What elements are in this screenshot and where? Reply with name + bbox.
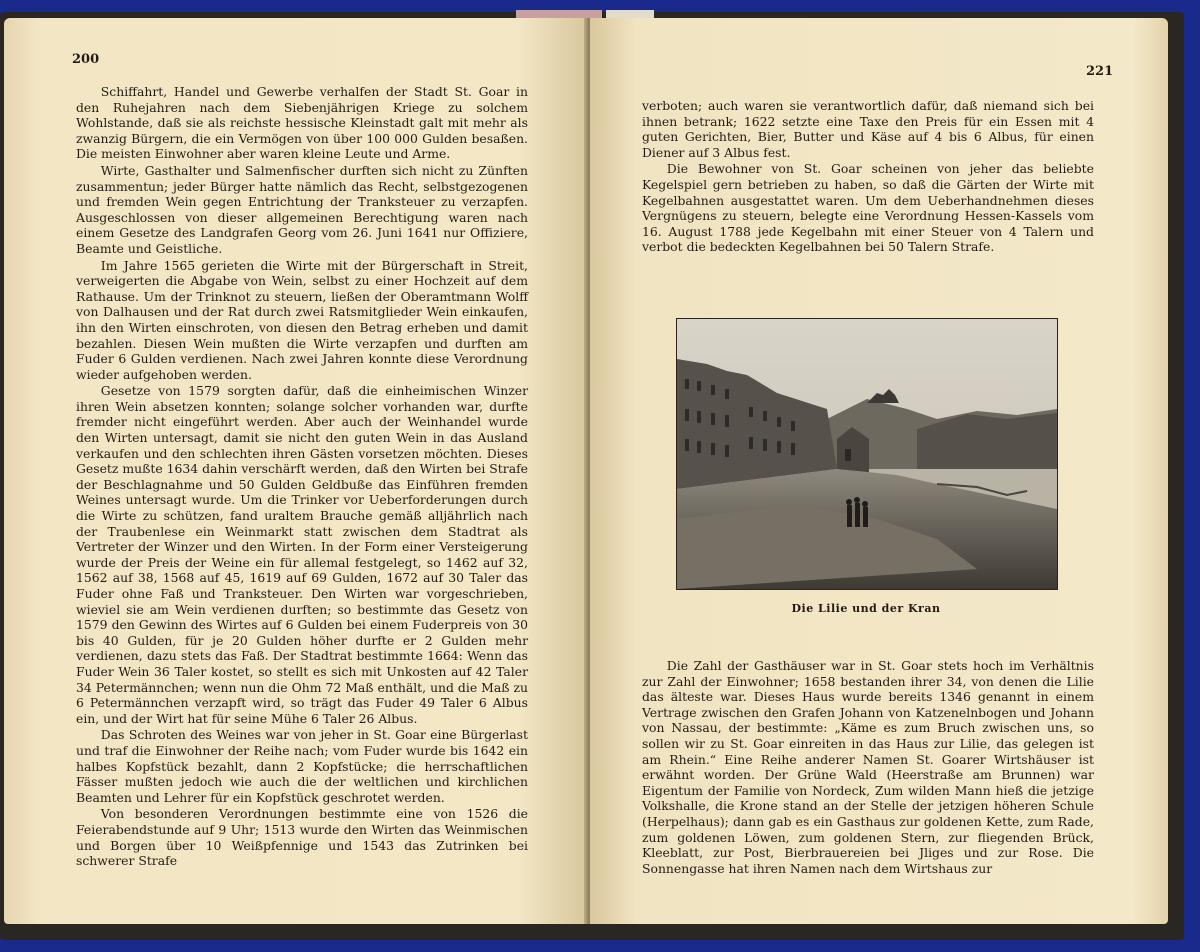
- engraving-image: [677, 319, 1057, 589]
- paragraph: Die Bewohner von St. Goar scheinen von jeher das beliebte Kegelspiel gern betrieben zu haben, so daß die Gärten der Wirte mit Kegelbahnen ausgestattet waren. Um dem Ueberhandnehmen dieses Vergnügens zu steuern, belegte eine Verordnung Hessen-Kassels vom 16. August 1788 jede Kegelbahn mit einer Steuer von 4 Talern und verbot die bedeckten Kegelbahnen bei 50 Talern Strafe.: [642, 161, 1094, 255]
- paragraph: Die Zahl der Gasthäuser war in St. Goar stets hoch im Verhältnis zur Zahl der Einwohner; 1658 bestanden ihrer 34, von denen die Lilie das älteste war. Dieses Haus wurde bereits 1346 genannt in einem Vertrage zwischen den Grafen Johann von Katzenelnbogen und Johann von Nassau, der bestimmte: „Käme es zum Bruch zwischen uns, so sollen wir zu St. Goar einreiten in das Haus zur Lilie, das gelegen ist am Rhein.“ Eine Reihe anderer Namen St. Goarer Wirtshäuser ist erwähnt worden. Der Grüne Wald (Heerstraße am Brunnen) war Eigentum der Familie von Nordeck, Zum wilden Mann hieß die jetzige Volkshalle, die Krone stand an der Stelle der jetzigen höheren Schule (Herpelhaus); dann gab es ein Gasthaus zur goldenen Kette, zum Rade, zum goldenen Löwen, zum goldenen Stern, zur fliegenden Brück, Kleeblatt, zur Post, Bierbrauereien bei Jliges und zur Rose. Die Sonnengasse hat ihren Namen nach dem Wirtshaus zur: [642, 658, 1094, 876]
- right-page-text-top: [642, 98, 1094, 255]
- left-page: [4, 18, 588, 924]
- paragraph: Das Schroten des Weines war von jeher in St. Goar eine Bürgerlast und traf die Einwohner der Reihe nach; vom Fuder wurde bis 1642 ein halbes Kopfstück bezahlt, dann 2 Kopfstücke; die herrschaftlichen Fässer mußten jedoch wie auch die der weltlichen und kirchlichen Beamten und Lehrer für ein Kopfstück geschrotet werden.: [76, 727, 528, 805]
- right-page: [590, 18, 1168, 924]
- illustration-caption: Die Lilie und der Kran: [791, 602, 941, 615]
- left-page-number: 200: [72, 52, 100, 67]
- left-page-text: [76, 84, 528, 869]
- paragraph: verboten; auch waren sie verantwortlich dafür, daß niemand sich bei ihnen betrank; 1622 setzte eine Taxe den Preis für ein Essen mit 4 guten Gerichten, Bier, Butter und Käse auf 4 bis 6 Albus, für einen Diener auf 3 Albus fest.: [642, 98, 1094, 160]
- paragraph: Wirte, Gasthalter und Salmenfischer durften sich nicht zu Zünften zusammentun; jeder Bürger hatte nämlich das Recht, selbstgezogenen und fremden Wein gegen Entrichtung der Tranksteuer zu verzapfen. Ausgeschlossen von dieser allgemeinen Berechtigung waren nach einem Gesetze des Landgrafen Georg vom 26. Juni 1641 nur Offiziere, Beamte und Geistliche.: [76, 162, 528, 256]
- right-page-number: 221: [1086, 64, 1114, 79]
- paragraph: Im Jahre 1565 gerieten die Wirte mit der Bürgerschaft in Streit, verweigerten die Abgabe von Wein, selbst zu einer Hochzeit auf dem Rathause. Um der Trinknot zu steuern, ließen der Oberamtmann Wolff von Dalhausen und der Rat durch zwei Ratsmitglieder Wein einkaufen, ihn den Wirten einschroten, von diesen den Betrag erheben und damit bezahlen. Diesen Wein mußten die Wirte verzapfen und durften am Fuder 6 Gulden verdienen. Nach zwei Jahren konnte diese Verordnung wieder aufgehoben werden.: [76, 257, 528, 382]
- engraving-illustration: [676, 318, 1058, 590]
- paragraph: Von besonderen Verordnungen bestimmte eine von 1526 die Feierabendstunde auf 9 Uhr; 1513 wurde den Wirten das Weinmischen und Borgen über 10 Weißpfennige und 1543 das Zutrinken bei schwerer Strafe: [76, 806, 528, 869]
- paragraph: Schiffahrt, Handel und Gewerbe verhalfen der Stadt St. Goar in den Ruhejahren nach dem Siebenjährigen Kriege zu solchem Wohlstande, daß sie als reichste hessische Kleinstadt galt mit mehr als zwanzig Bürgern, die ein Vermögen von über 100 000 Gulden besaßen. Die meisten Einwohner aber waren kleine Leute und Arme.: [76, 84, 528, 162]
- right-page-text-bottom: [642, 658, 1094, 876]
- paragraph: Gesetze von 1579 sorgten dafür, daß die einheimischen Winzer ihren Wein absetzen konnten; solange solcher vorhanden war, durfte fremder nicht eingeführt werden. Aber auch der Weinhandel wurde den Wirten untersagt, damit sie nicht den guten Wein in das Ausland verkaufen und den schlechten ihren Gästen vorsetzen möchten. Dieses Gesetz mußte 1634 dahin verschärft werden, daß den Wirten bei Strafe der Beschlagnahme und 50 Gulden Geldbuße das Einführen fremden Weines untersagt wurde. Um die Trinker vor Ueberforderungen durch die Wirte zu schützen, fand uraltem Brauche gemäß alljährlich nach der Traubenlese ein Weinmarkt statt zwischen dem Stadtrat als Vertreter der Winzer und den Wirten. In der Form einer Versteigerung wurde der Preis der Weine ein für allemal festgelegt, so 1462 auf 32, 1562 auf 38, 1568 auf 45, 1619 auf 69 Gulden, 1672 auf 30 Taler das Fuder ohne Faß und Tranksteuer. Den Wirten war vorgeschrieben, wieviel sie am Wein verdienen durften; so bestimmte das Gesetz von 1579 den Gewinn des Wirtes auf 6 Gulden bei einem Fuderpreis von 30 bis 40 Gulden, für je 20 Gulden höher durfte er 2 Gulden mehr verdienen, dazu stets das Faß. Der Stadtrat bestimmte 1664: Wenn das Fuder Wein 36 Taler kostet, so stellt es sich mit Unkosten auf 42 Taler 34 Petermännchen; wenn nun die Ohm 72 Maß enthält, und die Maß zu 6 Petermännchen verzapft wird, so trägt das Fuder 49 Taler 6 Albus ein, und der Wirt hat für seine Mühe 6 Taler 26 Albus.: [76, 383, 528, 726]
